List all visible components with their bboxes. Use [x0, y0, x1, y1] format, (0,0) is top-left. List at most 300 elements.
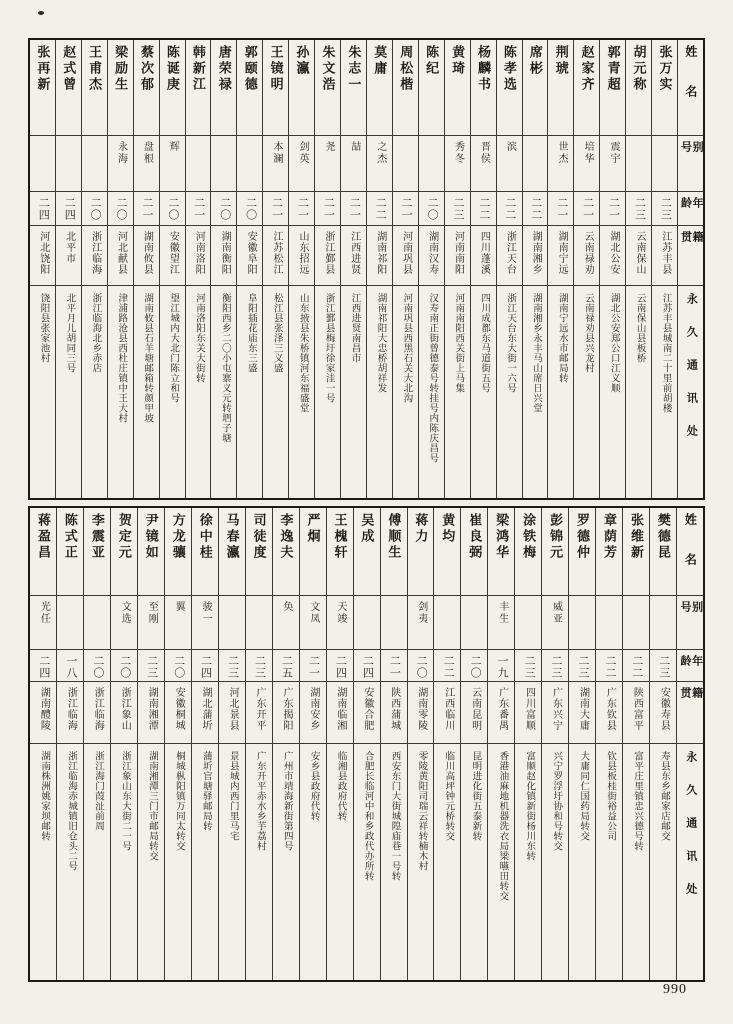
person-address: 浙江鄞县梅圩徐家洼一号 [323, 293, 334, 403]
header-origin-label: 籍贯 [679, 687, 703, 716]
header-origin-label: 籍贯 [679, 231, 703, 260]
age-cell [523, 192, 548, 226]
origin-cell [497, 226, 522, 286]
person-origin: 湖南安乡 [307, 687, 319, 731]
person-alias: 丰生 [496, 601, 508, 625]
person-name: 周松楷 [398, 45, 414, 93]
person-origin: 河北饶阳 [37, 231, 49, 275]
person-origin: 湖南大庸 [577, 687, 589, 731]
address-cell [515, 744, 541, 980]
person-address: 桐城枞阳镇万同太转交 [173, 751, 184, 851]
person-name: 陈诞庚 [164, 45, 180, 93]
person-address: 寿县东乡邮家店邮交 [659, 751, 670, 841]
origin-cell [56, 226, 81, 286]
age-cell [600, 192, 625, 226]
person-name: 涂铁梅 [521, 513, 537, 561]
alias-cell [445, 136, 470, 192]
name-cell [30, 508, 56, 596]
age-cell [300, 650, 326, 682]
origin-cell [471, 226, 496, 286]
person-column [460, 508, 487, 980]
age-cell [192, 650, 218, 682]
address-cell [354, 744, 380, 980]
age-cell [515, 650, 541, 682]
header-age-cell [678, 192, 703, 226]
age-cell [434, 650, 460, 682]
address-cell [186, 286, 211, 498]
alias-cell [596, 596, 622, 650]
person-alias: 晋侯 [478, 141, 490, 165]
origin-cell [354, 682, 380, 744]
person-column [159, 40, 185, 498]
alias-cell [542, 596, 568, 650]
person-age: 二一 [607, 197, 620, 221]
person-origin: 湖北蒲圻 [200, 687, 212, 731]
person-column [599, 40, 625, 498]
person-column [496, 40, 522, 498]
age-cell [273, 650, 299, 682]
person-address: 云南保山县板桥 [634, 293, 645, 363]
person-name: 司徒度 [251, 513, 267, 561]
person-column [487, 508, 514, 980]
alias-cell [434, 596, 460, 650]
person-name: 严炯 [305, 513, 321, 545]
person-name: 荆琥 [553, 45, 569, 77]
page-number: 990 [663, 982, 687, 997]
alias-cell [327, 596, 353, 650]
name-cell [315, 40, 340, 136]
origin-cell [523, 226, 548, 286]
name-cell [237, 40, 262, 136]
person-column [133, 40, 159, 498]
age-cell [548, 192, 573, 226]
person-alias: 滨 [504, 141, 516, 153]
header-origin-cell [677, 682, 703, 744]
age-cell [650, 650, 676, 682]
name-cell [57, 508, 83, 596]
person-age: 二一 [400, 197, 413, 221]
person-origin: 河南南阳 [452, 231, 464, 275]
person-alias: 培华 [582, 141, 594, 165]
person-address: 安乡县政府代转 [308, 751, 319, 821]
alias-cell [341, 136, 366, 192]
person-age: 二四 [63, 197, 76, 221]
person-address: 广东开平赤水乡芋荔村 [254, 751, 265, 851]
person-address: 河南南阳西关街上马集 [453, 293, 464, 393]
name-cell [165, 508, 191, 596]
person-address: 湖南湘潭三门市邮局转交 [146, 751, 157, 861]
person-address: 河南巩县西黑石关大北沟 [401, 293, 412, 403]
name-cell [56, 40, 81, 136]
name-cell [600, 40, 625, 136]
header-age-cell [677, 650, 703, 682]
address-cell [111, 744, 137, 980]
person-origin: 浙江象山 [119, 687, 131, 731]
person-column [392, 40, 418, 498]
origin-cell [315, 226, 340, 286]
address-cell [574, 286, 599, 498]
person-age: 二三 [657, 655, 670, 679]
header-address-cell [677, 744, 703, 980]
person-name: 蒋盈昌 [35, 513, 51, 561]
address-cell [30, 744, 56, 980]
address-cell [30, 286, 55, 498]
person-column [547, 40, 573, 498]
origin-cell [219, 682, 245, 744]
address-cell [134, 286, 159, 498]
person-age: 二二 [477, 197, 490, 221]
name-cell [596, 508, 622, 596]
person-column [649, 508, 676, 980]
person-name: 李震亚 [89, 513, 105, 561]
age-cell [165, 650, 191, 682]
age-cell [84, 650, 110, 682]
origin-cell [515, 682, 541, 744]
age-cell [315, 192, 340, 226]
origin-cell [569, 682, 595, 744]
person-origin: 浙江临海 [92, 687, 104, 731]
person-column [262, 40, 288, 498]
person-column [340, 40, 366, 498]
person-age: 二三 [452, 197, 465, 221]
alias-cell [393, 136, 418, 192]
person-age: 二一 [296, 197, 309, 221]
name-cell [30, 40, 55, 136]
person-column [622, 508, 649, 980]
person-column [245, 508, 272, 980]
person-address: 湖南宁远水市邮局转 [556, 293, 567, 383]
person-origin: 湖南汉寿 [426, 231, 438, 275]
header-origin-cell [678, 226, 703, 286]
name-cell [471, 40, 496, 136]
name-cell [246, 508, 272, 596]
person-column [288, 40, 314, 498]
person-name: 尹镜如 [143, 513, 159, 561]
person-origin: 湖北公安 [608, 231, 620, 275]
person-age: 二一 [192, 197, 205, 221]
origin-cell [650, 682, 676, 744]
person-alias: 骏一 [200, 601, 212, 625]
person-column [185, 40, 211, 498]
origin-cell [381, 682, 407, 744]
name-cell [82, 40, 107, 136]
alias-cell [57, 596, 83, 650]
name-cell [408, 508, 434, 596]
alias-cell [108, 136, 133, 192]
address-cell [419, 286, 444, 498]
origin-cell [237, 226, 262, 286]
person-alias: 之杰 [374, 141, 386, 165]
person-name: 李逸夫 [278, 513, 294, 561]
age-cell [461, 650, 487, 682]
header-age-label: 年龄 [679, 197, 703, 214]
age-cell [246, 650, 272, 682]
person-name: 孙瀛 [294, 45, 310, 77]
age-cell [471, 192, 496, 226]
address-cell [211, 286, 236, 498]
age-cell [419, 192, 444, 226]
alias-cell [419, 136, 444, 192]
name-cell [192, 508, 218, 596]
address-cell [542, 744, 568, 980]
person-name: 朱文浩 [320, 45, 336, 93]
person-name: 章荫芳 [601, 513, 617, 561]
origin-cell [623, 682, 649, 744]
person-origin: 山东招远 [296, 231, 308, 275]
person-address: 广州市靖海新街第四号 [281, 751, 292, 851]
header-name-cell [677, 508, 703, 596]
name-cell [300, 508, 326, 596]
origin-cell [273, 682, 299, 744]
origin-cell [600, 226, 625, 286]
alias-cell [165, 596, 191, 650]
person-alias: 永海 [115, 141, 127, 165]
person-age: 二二 [603, 655, 616, 679]
person-origin: 河北献县 [115, 231, 127, 275]
header-column [677, 40, 703, 498]
origin-cell [186, 226, 211, 286]
alias-cell [626, 136, 651, 192]
address-cell [165, 744, 191, 980]
age-cell [626, 192, 651, 226]
origin-cell [160, 226, 185, 286]
person-address: 大庸同仁国药局转交 [578, 751, 589, 841]
person-age: 二〇 [218, 197, 231, 221]
age-cell [497, 192, 522, 226]
age-cell [381, 650, 407, 682]
address-cell [650, 744, 676, 980]
person-age: 二四 [361, 655, 374, 679]
person-age: 二一 [555, 197, 568, 221]
person-column [366, 40, 392, 498]
person-column [651, 40, 677, 498]
alias-cell [134, 136, 159, 192]
address-cell [289, 286, 314, 498]
address-cell [626, 286, 651, 498]
person-age: 二四 [334, 655, 347, 679]
age-cell [82, 192, 107, 226]
address-cell [273, 744, 299, 980]
origin-cell [263, 226, 288, 286]
name-cell [515, 508, 541, 596]
person-origin: 湖南湘乡 [530, 231, 542, 275]
header-name-cell [678, 40, 703, 136]
header-alias-cell [677, 596, 703, 650]
alias-cell [652, 136, 677, 192]
person-alias: 震宇 [608, 141, 620, 165]
name-cell [623, 508, 649, 596]
person-address: 汉寿南正街曾德泰号转挂号内陈庆昌号 [427, 293, 438, 463]
address-cell [56, 286, 81, 498]
name-cell [219, 508, 245, 596]
person-address: 香港油麻地机器洗衣局梁曣田转交 [497, 751, 508, 901]
address-cell [569, 744, 595, 980]
person-column [353, 508, 380, 980]
alias-cell [30, 136, 55, 192]
person-name: 方龙骧 [170, 513, 186, 561]
person-address: 浙江海门葭沚前周 [93, 751, 104, 831]
alias-cell [600, 136, 625, 192]
person-address: 湖南株洲姚家坝邮转 [39, 751, 50, 841]
person-age: 二四 [199, 655, 212, 679]
age-cell [134, 192, 159, 226]
person-age: 一九 [496, 655, 509, 679]
person-origin: 广东钦县 [604, 687, 616, 731]
person-name: 莫庸 [372, 45, 388, 77]
person-name: 王镜明 [268, 45, 284, 93]
person-age: 二二 [503, 197, 516, 221]
person-name: 郭颐德 [242, 45, 258, 93]
person-address: 江西进贤南昌市 [349, 293, 360, 363]
address-cell [160, 286, 185, 498]
person-age: 二三 [253, 655, 266, 679]
origin-cell [445, 226, 470, 286]
alias-cell [273, 596, 299, 650]
person-origin: 江苏丰县 [659, 231, 671, 275]
name-cell [327, 508, 353, 596]
alias-cell [497, 136, 522, 192]
person-address: 临湘县政府代转 [335, 751, 346, 821]
origin-cell [419, 226, 444, 286]
person-address: 阜阳插花庙东三盛 [245, 293, 256, 373]
person-origin: 安徽合肥 [361, 687, 373, 731]
person-origin: 湖南湘潭 [146, 687, 158, 731]
person-age: 二一 [140, 197, 153, 221]
header-alias-label: 别号 [679, 601, 703, 628]
age-cell [574, 192, 599, 226]
directory-table-bottom [28, 506, 705, 982]
person-name: 梁励生 [113, 45, 129, 93]
person-age: 二三 [576, 655, 589, 679]
person-address: 西安东门大街城隍庙巷一号转 [389, 751, 400, 881]
age-cell [219, 650, 245, 682]
person-name: 朱志一 [346, 45, 362, 93]
name-cell [108, 40, 133, 136]
header-name-label: 姓名 [683, 45, 698, 125]
person-column [407, 508, 434, 980]
alias-cell [300, 596, 326, 650]
origin-cell [84, 682, 110, 744]
origin-cell [165, 682, 191, 744]
person-origin: 云南昆明 [469, 687, 481, 731]
name-cell [111, 508, 137, 596]
name-cell [488, 508, 514, 596]
person-address: 景县城内西门里马宅 [227, 751, 238, 841]
address-cell [381, 744, 407, 980]
age-cell [652, 192, 677, 226]
person-address: 富顺赵化镇新街杨川东转 [524, 751, 535, 861]
person-name: 樊德昆 [655, 513, 671, 561]
age-cell [367, 192, 392, 226]
person-alias: 天竣 [334, 601, 346, 625]
alias-cell [548, 136, 573, 192]
name-cell [84, 508, 110, 596]
person-origin: 广东番禺 [496, 687, 508, 731]
alias-cell [111, 596, 137, 650]
person-column [272, 508, 299, 980]
address-cell [138, 744, 164, 980]
age-cell [569, 650, 595, 682]
person-origin: 河北景县 [227, 687, 239, 731]
person-origin: 湖南零陵 [415, 687, 427, 731]
name-cell [542, 508, 568, 596]
person-alias: 辉 [167, 141, 179, 153]
person-column [164, 508, 191, 980]
person-origin: 四川蓬溪 [478, 231, 490, 275]
person-address: 浙江临海北乡赤店 [90, 293, 101, 373]
person-column [83, 508, 110, 980]
person-column [236, 40, 262, 498]
person-column [30, 40, 55, 498]
name-cell [211, 40, 236, 136]
person-address: 兴宁罗浮圩协和号转交 [551, 751, 562, 851]
person-alias: 威亚 [550, 601, 562, 625]
person-column [514, 508, 541, 980]
origin-cell [626, 226, 651, 286]
age-cell [186, 192, 211, 226]
origin-cell [192, 682, 218, 744]
person-age: 二一 [307, 655, 320, 679]
age-cell [596, 650, 622, 682]
alias-cell [461, 596, 487, 650]
alias-cell [408, 596, 434, 650]
person-name: 韩新江 [190, 45, 206, 93]
person-alias: 秀冬 [452, 141, 464, 165]
person-name: 罗德仲 [575, 513, 591, 561]
person-column [625, 40, 651, 498]
address-cell [548, 286, 573, 498]
alias-cell [186, 136, 211, 192]
header-address-label: 永久通讯处 [685, 293, 698, 458]
age-cell [237, 192, 262, 226]
person-age: 二五 [280, 655, 293, 679]
person-address: 蒲圻官塘驿邮局转 [200, 751, 211, 831]
address-cell [263, 286, 288, 498]
address-cell [57, 744, 83, 980]
alias-cell [56, 136, 81, 192]
person-column [30, 508, 56, 980]
origin-cell [30, 682, 56, 744]
person-age: 二三 [145, 655, 158, 679]
person-origin: 湖南宁远 [556, 231, 568, 275]
name-cell [289, 40, 314, 136]
person-name: 彭锦元 [548, 513, 564, 561]
person-name: 赵家齐 [579, 45, 595, 93]
person-origin: 浙江天台 [504, 231, 516, 275]
person-age: 一八 [64, 655, 77, 679]
person-column [137, 508, 164, 980]
origin-cell [327, 682, 353, 744]
person-name: 梁鸿华 [494, 513, 510, 561]
origin-cell [211, 226, 236, 286]
person-origin: 云南保山 [633, 231, 645, 275]
person-alias: 喆 [348, 141, 360, 153]
name-cell [273, 508, 299, 596]
person-name: 崔良弼 [467, 513, 483, 561]
origin-cell [408, 682, 434, 744]
person-alias: 翼 [173, 601, 185, 613]
person-age: 二一 [322, 197, 335, 221]
age-cell [341, 192, 366, 226]
person-column [191, 508, 218, 980]
origin-cell [57, 682, 83, 744]
directory-tables [28, 38, 705, 982]
origin-cell [652, 226, 677, 286]
person-origin: 江西进贤 [348, 231, 360, 275]
address-cell [471, 286, 496, 498]
person-alias: 尧 [322, 141, 334, 153]
person-name: 陈式正 [62, 513, 78, 561]
